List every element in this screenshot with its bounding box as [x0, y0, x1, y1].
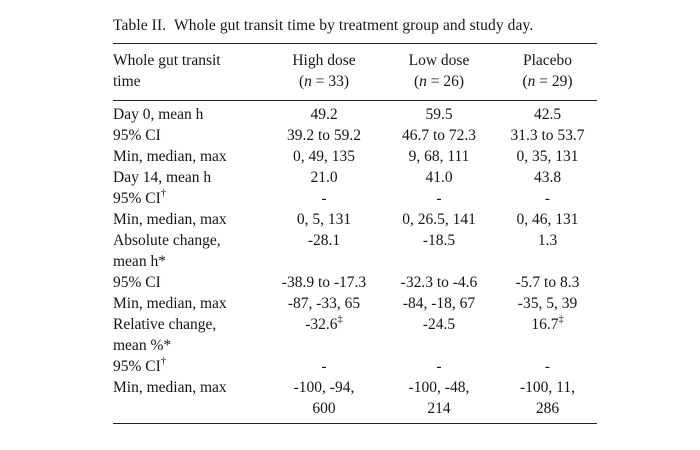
cell: 31.3 to 53.7: [510, 127, 585, 144]
table-row: [113, 272, 597, 293]
table-row: [113, 230, 597, 272]
cell: 41.0: [425, 169, 453, 186]
column-header-high-dose-n: (n = 33): [298, 73, 350, 90]
column-header-placebo-n: (n = 29): [522, 73, 573, 90]
table-row: [113, 377, 597, 419]
row-label: Relative change, mean %*: [113, 314, 268, 356]
cell: -28.1: [307, 232, 341, 249]
cell: -: [436, 190, 442, 207]
cell: -: [321, 190, 327, 207]
cell: 16.7‡: [531, 313, 564, 333]
table-row: [113, 167, 597, 188]
table-row: [113, 314, 597, 356]
row-label: 95% CI†: [113, 355, 167, 375]
cell: 21.0: [310, 169, 338, 186]
dagger-footnote-mark: †: [160, 355, 167, 367]
table-row: [113, 293, 597, 314]
cell: 49.2: [310, 106, 338, 123]
cell: -: [544, 190, 551, 207]
cell: 43.8: [533, 169, 562, 186]
row-label-line2: mean %*: [113, 337, 172, 354]
table-row: [113, 146, 597, 167]
table-body: [113, 101, 597, 423]
cell: -5.7 to 8.3: [515, 274, 580, 291]
cell-line2: 286: [535, 400, 560, 417]
header-row-label-line1: Whole gut transit: [113, 52, 221, 69]
column-header-placebo: Placebo (n = 29): [498, 50, 597, 92]
cell: 1.3: [537, 232, 558, 249]
cell: -100, -48, 214: [380, 377, 498, 419]
rule-bottom: [113, 423, 597, 424]
cell: -100, 11, 286: [498, 377, 597, 419]
row-label-line2: mean h*: [113, 253, 166, 270]
cell: -84, -18, 67: [402, 295, 476, 312]
cell: -: [436, 358, 442, 375]
row-label: Absolute change, mean h*: [113, 230, 268, 272]
cell: 39.2 to 59.2: [286, 127, 362, 144]
table-row: [113, 188, 597, 209]
row-label: Min, median, max: [113, 211, 227, 228]
cell: -: [544, 358, 551, 375]
cell: 0, 35, 131: [516, 148, 579, 165]
cell: 46.7 to 72.3: [401, 127, 477, 144]
cell: -32.6‡: [305, 313, 343, 333]
row-label: Min, median, max: [113, 379, 227, 396]
cell: 0, 5, 131: [296, 211, 352, 228]
cell-line2: 600: [312, 400, 336, 417]
cell: -100, -94, 600: [268, 377, 380, 419]
cell: -: [321, 358, 327, 375]
header-row-label: [113, 50, 268, 92]
cell: -38.9 to -17.3: [281, 274, 367, 291]
column-header-low-dose: Low dose (n = 26): [380, 50, 498, 92]
cell: -24.5: [422, 316, 456, 333]
row-label: Min, median, max: [113, 148, 227, 165]
table-row: [113, 125, 597, 146]
table-header-row: [113, 44, 597, 100]
cell-line2: 214: [427, 400, 451, 417]
table-row: [113, 209, 597, 230]
cell: -35, 5, 39: [517, 295, 578, 312]
table-row: [113, 356, 597, 377]
column-header-low-dose-n: (n = 26): [413, 73, 465, 90]
row-label: 95% CI: [113, 127, 161, 144]
table-title: Table II. Whole gut transit time by treatment group and study day.: [113, 17, 534, 34]
cell: -18.5: [422, 232, 456, 249]
cell: 0, 26.5, 141: [402, 211, 476, 228]
header-row-label-line2: time: [113, 73, 141, 90]
cell: 59.5: [425, 106, 453, 123]
table-row: [113, 104, 597, 125]
cell: 0, 46, 131: [516, 211, 579, 228]
table-ii: [113, 15, 597, 424]
column-header-high-dose: High dose (n = 33): [268, 50, 380, 92]
row-label: Day 0, mean h: [113, 106, 204, 123]
cell: 9, 68, 111: [408, 148, 470, 165]
row-label: 95% CI†: [113, 187, 167, 207]
row-label: 95% CI: [113, 274, 161, 291]
row-label: Min, median, max: [113, 295, 227, 312]
cell: 42.5: [533, 106, 562, 123]
dagger-footnote-mark: †: [160, 187, 167, 199]
double-dagger-footnote-mark: ‡: [558, 313, 564, 325]
row-label: Day 14, mean h: [113, 169, 212, 186]
cell: 0, 49, 135: [293, 148, 355, 165]
cell: -32.3 to -4.6: [400, 274, 478, 291]
cell: -87, -33, 65: [287, 295, 361, 312]
double-dagger-footnote-mark: ‡: [337, 313, 343, 325]
